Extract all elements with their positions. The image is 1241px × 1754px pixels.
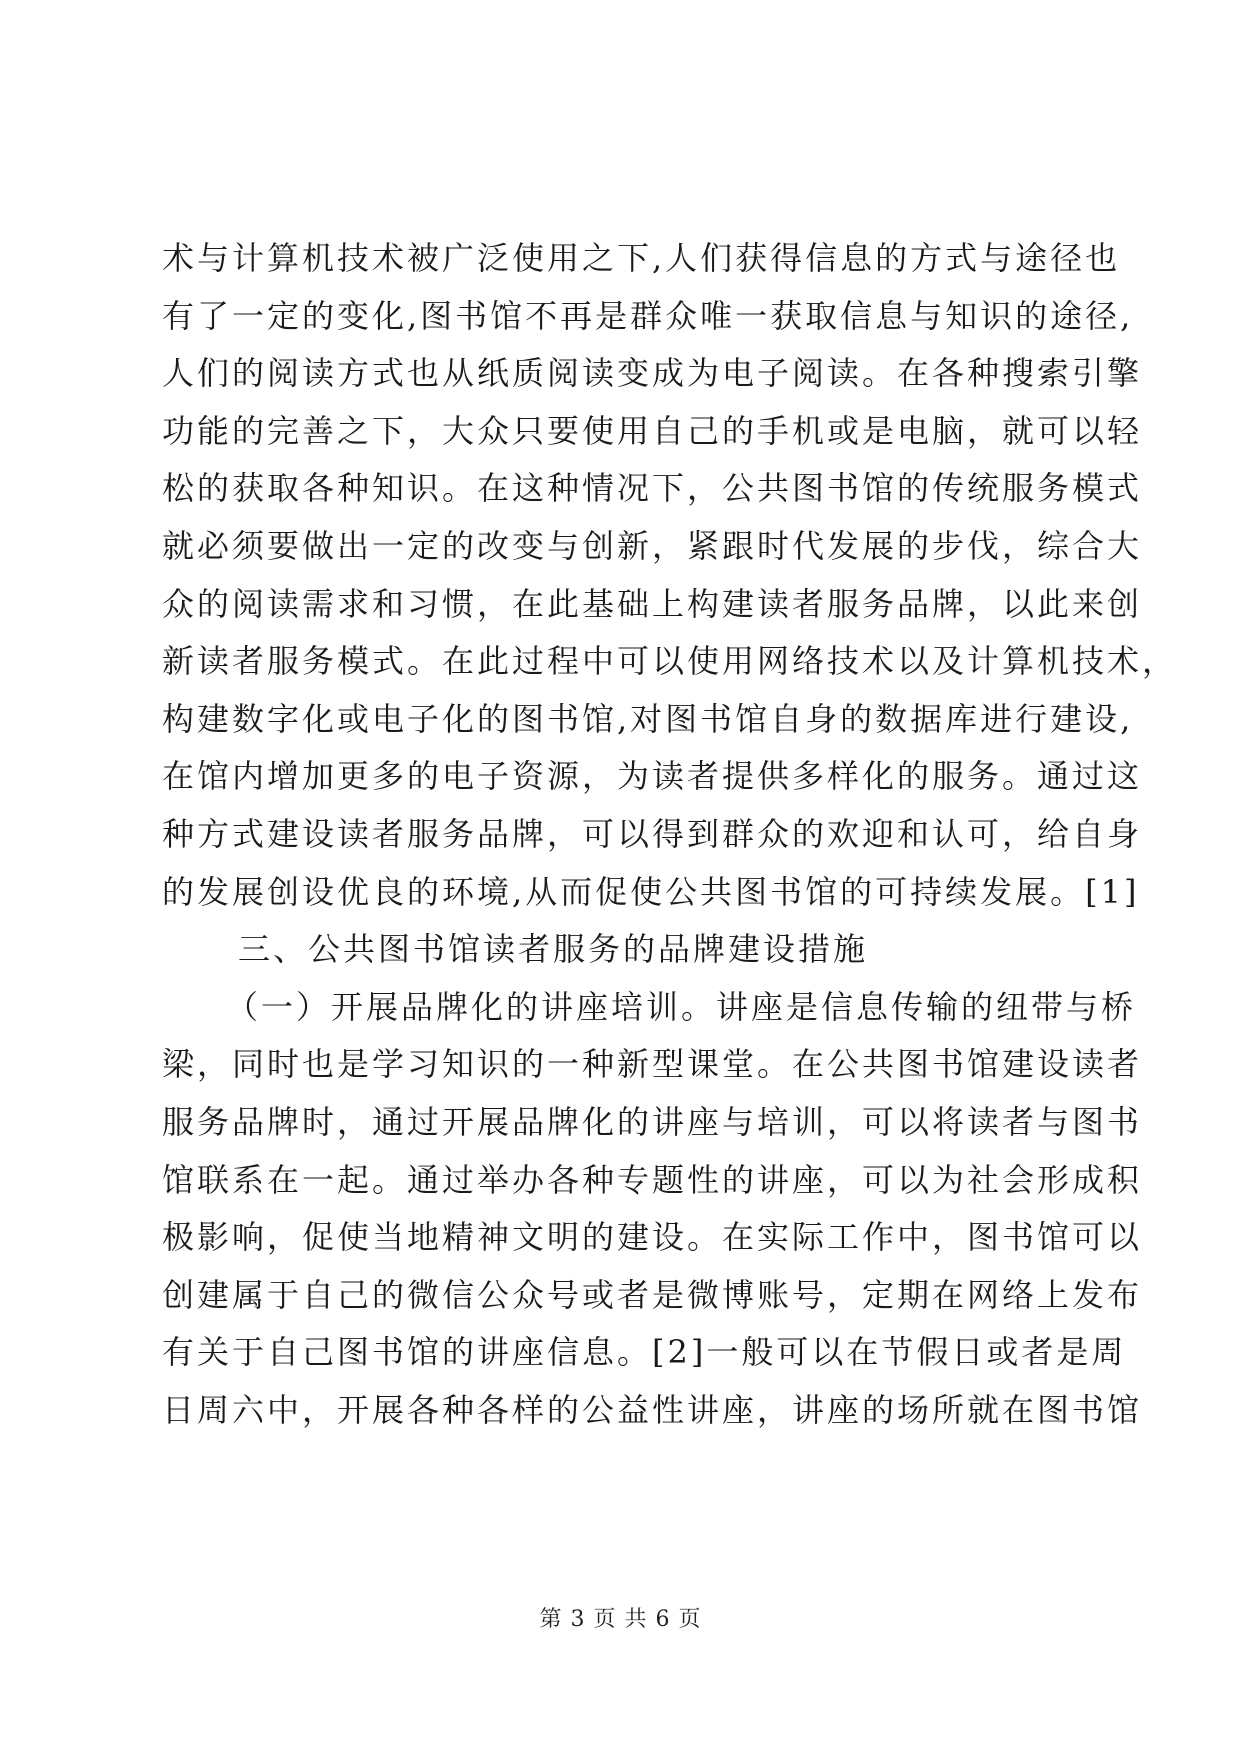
subsection-line: 创建属于自己的微信公众号或者是微博账号，定期在网络上发布 <box>162 1275 1143 1314</box>
paragraph-line: 有了一定的变化,图书馆不再是群众唯一获取信息与知识的途径, <box>162 296 1134 335</box>
paragraph-line: 新读者服务模式。在此过程中可以使用网络技术以及计算机技术， <box>162 642 1178 681</box>
paragraph-line: 人们的阅读方式也从纸质阅读变成为电子阅读。在各种搜索引擎 <box>162 354 1143 393</box>
paragraph-line: 构建数字化或电子化的图书馆,对图书馆自身的数据库进行建设, <box>162 699 1134 738</box>
section-heading: 三、公共图书馆读者服务的品牌建设措施 <box>238 930 869 969</box>
subsection-line: 有关于自己图书馆的讲座信息。[2]一般可以在节假日或者是周 <box>162 1333 1127 1372</box>
subsection-line: 服务品牌时，通过开展品牌化的讲座与培训，可以将读者与图书 <box>162 1102 1143 1141</box>
paragraph-line: 就必须要做出一定的改变与创新，紧跟时代发展的步伐，综合大 <box>162 526 1143 565</box>
subsection-line: 馆联系在一起。通过举办各种专题性的讲座，可以为社会形成积 <box>162 1160 1143 1199</box>
paragraph-line: 松的获取各种知识。在这种情况下，公共图书馆的传统服务模式 <box>162 469 1143 508</box>
subsection-line: （一）开展品牌化的讲座培训。讲座是信息传输的纽带与桥 <box>226 987 1137 1026</box>
paragraph-line: 在馆内增加更多的电子资源，为读者提供多样化的服务。通过这 <box>162 757 1143 796</box>
page-footer: 第 3 页 共 6 页 <box>539 1607 702 1632</box>
body-text <box>162 230 1178 1439</box>
subsection-line: 梁，同时也是学习知识的一种新型课堂。在公共图书馆建设读者 <box>162 1045 1143 1084</box>
subsection-line: 日周六中，开展各种各样的公益性讲座，讲座的场所就在图书馆 <box>162 1390 1143 1429</box>
subsection-line: 极影响，促使当地精神文明的建设。在实际工作中，图书馆可以 <box>162 1218 1143 1257</box>
paragraph-line: 种方式建设读者服务品牌，可以得到群众的欢迎和认可，给自身 <box>162 814 1143 853</box>
paragraph-line: 的发展创设优良的环境,从而促使公共图书馆的可持续发展。[1] <box>162 872 1140 911</box>
paragraph-line: 术与计算机技术被广泛使用之下,人们获得信息的方式与途径也 <box>162 239 1121 277</box>
paragraph-line: 功能的完善之下，大众只要使用自己的手机或是电脑，就可以轻 <box>162 411 1143 450</box>
paragraph-line: 众的阅读需求和习惯，在此基础上构建读者服务品牌，以此来创 <box>162 584 1143 623</box>
